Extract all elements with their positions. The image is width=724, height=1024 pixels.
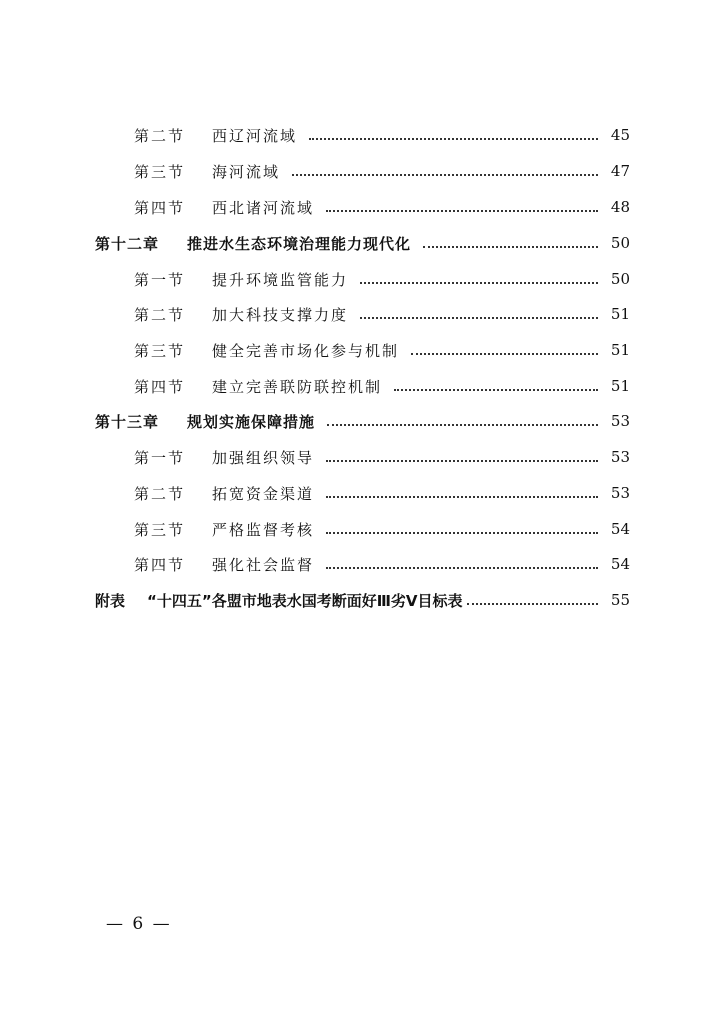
section-title: 海河流域 — [212, 162, 281, 181]
section-number: 第三节 — [134, 162, 186, 181]
section-number: 第二节 — [134, 484, 186, 503]
section-title: 健全完善市场化参与机制 — [212, 341, 400, 360]
section-number: 第一节 — [134, 448, 186, 467]
toc-entry — [134, 159, 630, 183]
page-number: 48 — [610, 198, 630, 216]
section-number: 第四节 — [134, 377, 186, 396]
toc-entry — [134, 481, 630, 505]
toc-entry — [134, 267, 630, 291]
section-title: 西北诸河流域 — [212, 198, 315, 217]
toc-chapter-entry — [95, 409, 630, 433]
page-number: 53 — [610, 412, 630, 430]
page-number: 53 — [610, 484, 630, 502]
dot-leader — [326, 210, 598, 212]
dot-leader — [423, 246, 598, 248]
dot-leader — [326, 567, 598, 569]
page-number: 45 — [610, 126, 630, 144]
dot-leader — [360, 317, 598, 319]
page-number: 55 — [610, 591, 630, 609]
page-number: 51 — [610, 377, 630, 395]
chapter-number: 第十三章 — [95, 412, 160, 431]
section-title: 西辽河流域 — [212, 126, 298, 145]
page-number: 53 — [610, 448, 630, 466]
section-title: 提升环境监管能力 — [212, 270, 349, 289]
section-title: 严格监督考核 — [212, 520, 315, 539]
dot-leader — [327, 424, 598, 426]
dot-leader — [411, 353, 598, 355]
page-number: 50 — [610, 270, 630, 288]
page-footer-number: — 6 — — [106, 914, 172, 934]
toc-entry — [134, 374, 630, 398]
section-title: 强化社会监督 — [212, 555, 315, 574]
toc-chapter-entry — [95, 231, 630, 255]
toc-entry — [134, 195, 630, 219]
section-number: 第四节 — [134, 198, 186, 217]
page-number: 47 — [610, 162, 630, 180]
page-number: 51 — [610, 341, 630, 359]
dot-leader — [326, 532, 598, 534]
chapter-number: 第十二章 — [95, 234, 160, 253]
toc-entry — [134, 517, 630, 541]
dot-leader — [326, 496, 598, 498]
dot-leader — [467, 603, 598, 605]
dot-leader — [309, 138, 598, 140]
section-title: 建立完善联防联控机制 — [212, 377, 383, 396]
dot-leader — [360, 282, 598, 284]
toc-entry — [134, 123, 630, 147]
section-title: 加强组织领导 — [212, 448, 315, 467]
chapter-title: 推进水生态环境治理能力现代化 — [187, 234, 412, 253]
page-number: 50 — [610, 234, 630, 252]
section-number: 第二节 — [134, 126, 186, 145]
section-number: 第三节 — [134, 341, 186, 360]
section-number: 第二节 — [134, 305, 186, 324]
toc-entry — [134, 338, 630, 362]
chapter-title: 规划实施保障措施 — [187, 412, 316, 431]
page-number: 54 — [610, 555, 630, 573]
section-number: 第一节 — [134, 270, 186, 289]
dot-leader — [292, 174, 598, 176]
appendix-label: 附表 — [95, 591, 126, 610]
appendix-title: “十四五”各盟市地表水国考断面好Ⅲ劣Ⅴ目标表 — [147, 591, 463, 610]
section-title: 加大科技支撑力度 — [212, 305, 349, 324]
dot-leader — [394, 389, 598, 391]
page-number: 54 — [610, 520, 630, 538]
dot-leader — [326, 460, 598, 462]
section-title: 拓宽资金渠道 — [212, 484, 315, 503]
toc-entry — [134, 302, 630, 326]
section-number: 第三节 — [134, 520, 186, 539]
page-number: 51 — [610, 305, 630, 323]
section-number: 第四节 — [134, 555, 186, 574]
toc-appendix-entry — [95, 588, 630, 612]
toc-entry — [134, 445, 630, 469]
toc-entry — [134, 552, 630, 576]
